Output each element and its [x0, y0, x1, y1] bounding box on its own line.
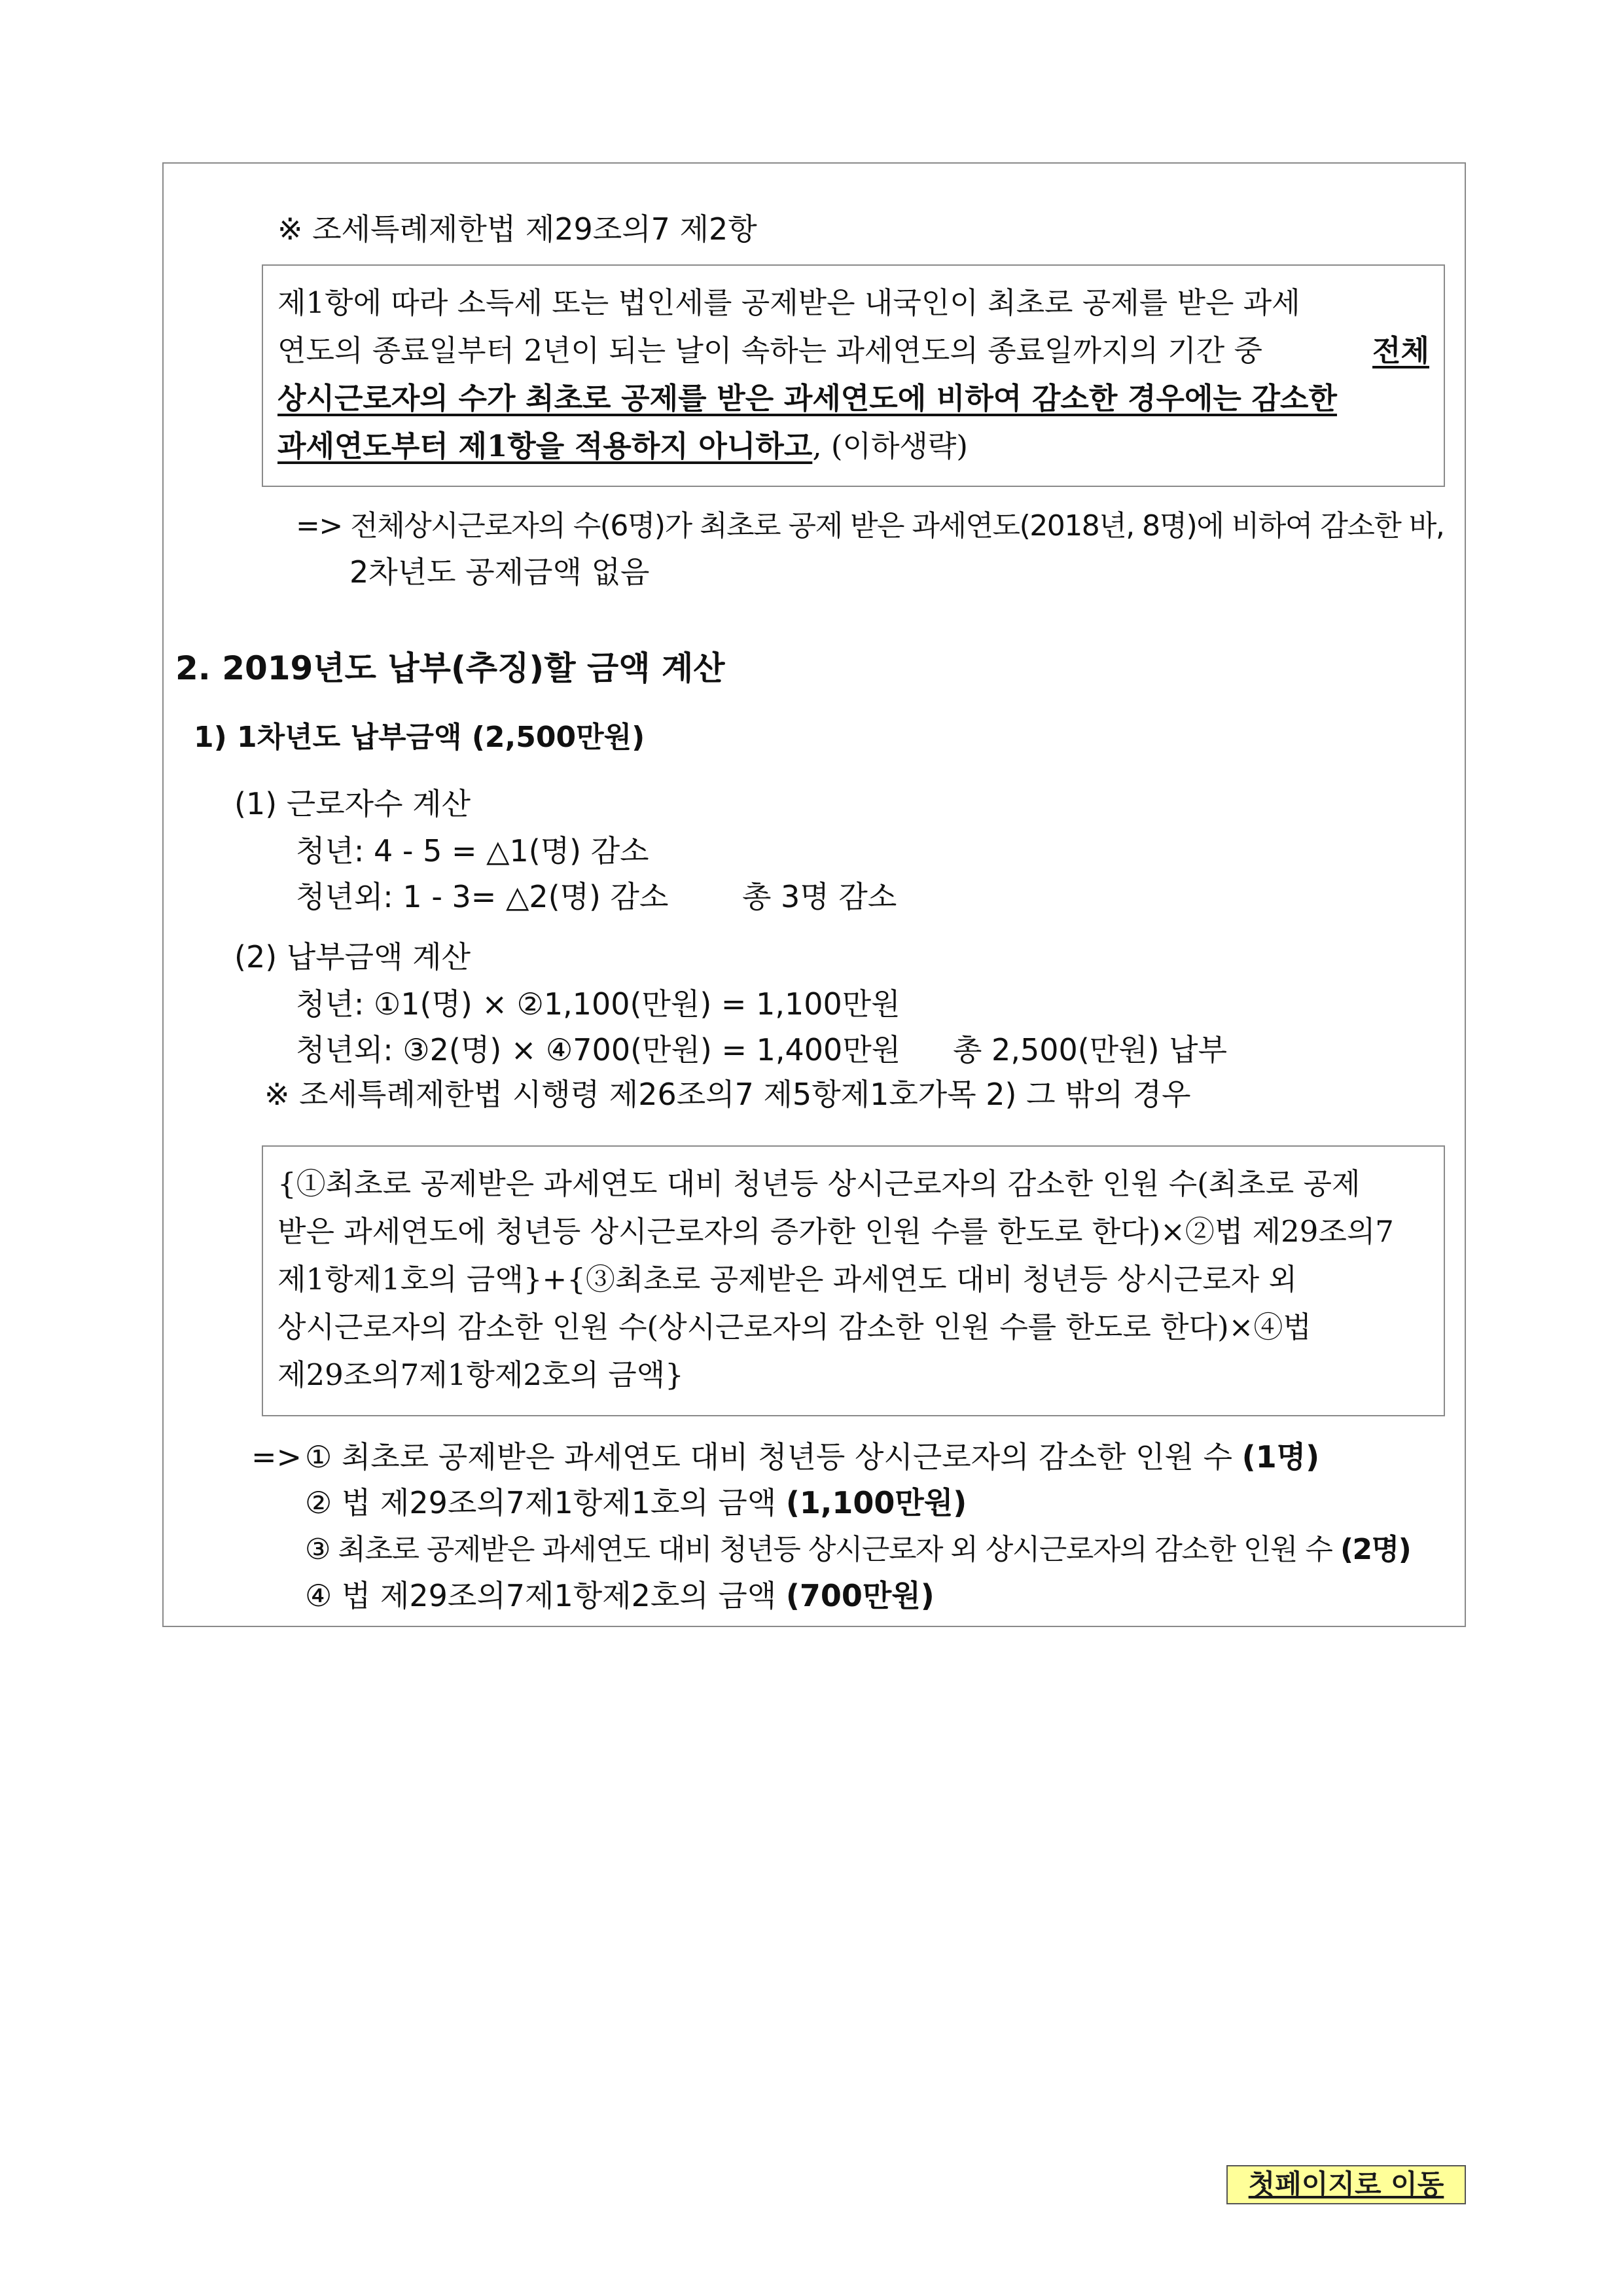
- item-1-youth-count: 청년: 4 - 5 = △1(명) 감소: [296, 833, 649, 869]
- formula-line-5-text: 제29조의7제1항제2호의 금액}: [277, 1357, 684, 1392]
- conclusion-line-1: => 전체상시근로자의 수(6명)가 최초로 공제 받은 과세연도(2018년, 8명)에 비하여 감소한 바,: [296, 509, 1444, 543]
- item-2-total: 총 2,500(만원) 납부: [953, 1032, 1228, 1067]
- quote-line-4-text: , (이하생략): [812, 429, 968, 463]
- formula-line-2-text: 받은 과세연도에 청년등 상시근로자의 증가한 인원 수를 한도로 한다)×②법 제29조의7: [277, 1214, 1394, 1249]
- result-4: [305, 1575, 935, 1617]
- result-2-text: ② 법 제29조의7제1항제1호의 금액: [305, 1485, 777, 1520]
- quote-line-2: [277, 327, 1429, 374]
- formula-line-4: [277, 1303, 1429, 1351]
- quote-line-3: [277, 374, 1429, 422]
- law-reference-decree-26-7: ※ 조세특례제한법 시행령 제26조의7 제5항제1호가목 2) 그 밖의 경우: [264, 1077, 1191, 1112]
- quote-line-3-emphasis: 상시근로자의 수가 최초로 공제를 받은 과세연도에 비하여 감소한 경우에는 감소한: [277, 381, 1337, 416]
- law-quote-box: [262, 264, 1445, 487]
- subsection-1-heading: 1) 1차년도 납부금액 (2,500만원): [194, 721, 645, 754]
- quote-line-4: [277, 422, 1429, 470]
- result-3-value: (2명): [1340, 1533, 1411, 1566]
- quote-line-1: [277, 279, 1429, 327]
- result-1-text: ① 최초로 공제받은 과세연도 대비 청년등 상시근로자의 감소한 인원 수: [305, 1439, 1233, 1475]
- result-3: [305, 1529, 1410, 1571]
- quote-line-1-text: 제1항에 따라 소득세 또는 법인세를 공제받은 내국인이 최초로 공제를 받은 과세: [277, 285, 1300, 320]
- result-3-text: ③ 최초로 공제받은 과세연도 대비 청년등 상시근로자 외 상시근로자의 감소한 인원 수: [305, 1533, 1332, 1566]
- result-1: [305, 1436, 1319, 1478]
- result-4-text: ④ 법 제29조의7제1항제2호의 금액: [305, 1578, 777, 1613]
- formula-line-3-text: 제1항제1호의 금액}+{③최초로 공제받은 과세연도 대비 청년등 상시근로자 외: [277, 1262, 1297, 1297]
- formula-box: [262, 1145, 1445, 1416]
- formula-line-2: [277, 1208, 1429, 1255]
- conclusion-line-2: 2차년도 공제금액 없음: [349, 554, 650, 590]
- law-reference-29-7-2: ※ 조세특례제한법 제29조의7 제2항: [277, 211, 757, 247]
- item-1-total: 총 3명 감소: [742, 879, 897, 914]
- quote-line-2-text: 연도의 종료일부터 2년이 되는 날이 속하는 과세연도의 종료일까지의 기간 중: [277, 333, 1262, 368]
- result-1-value: (1명): [1241, 1439, 1320, 1475]
- item-1-label: (1) 근로자수 계산: [234, 786, 471, 821]
- formula-line-1-text: {①최초로 공제받은 과세연도 대비 청년등 상시근로자의 감소한 인원 수(최초로 공제: [277, 1166, 1361, 1201]
- result-4-value: (700만원): [785, 1578, 935, 1613]
- item-1-non-youth-count: 청년외: 1 - 3= △2(명) 감소: [296, 879, 669, 914]
- item-2-non-youth-amount: 청년외: ③2(명) × ④700(만원) = 1,400만원: [296, 1032, 901, 1067]
- formula-line-1: [277, 1160, 1429, 1208]
- result-arrow: =>: [251, 1439, 302, 1475]
- item-2-youth-amount: 청년: ①1(명) × ②1,100(만원) = 1,100만원: [296, 986, 901, 1022]
- formula-line-3: [277, 1255, 1429, 1303]
- section-2-heading: 2. 2019년도 납부(추징)할 금액 계산: [175, 649, 725, 687]
- formula-line-4-text: 상시근로자의 감소한 인원 수(상시근로자의 감소한 인원 수를 한도로 한다)×④법: [277, 1310, 1311, 1344]
- result-2-value: (1,100만원): [785, 1485, 967, 1520]
- quote-line-2-emphasis: 전체: [1372, 333, 1429, 368]
- quote-line-4-emphasis: 과세연도부터 제1항을 적용하지 아니하고: [277, 429, 813, 463]
- formula-line-5: [277, 1351, 1429, 1399]
- first-page-link[interactable]: 첫페이지로 이동: [1226, 2165, 1466, 2204]
- result-2: [305, 1482, 967, 1524]
- item-2-label: (2) 납부금액 계산: [234, 939, 471, 975]
